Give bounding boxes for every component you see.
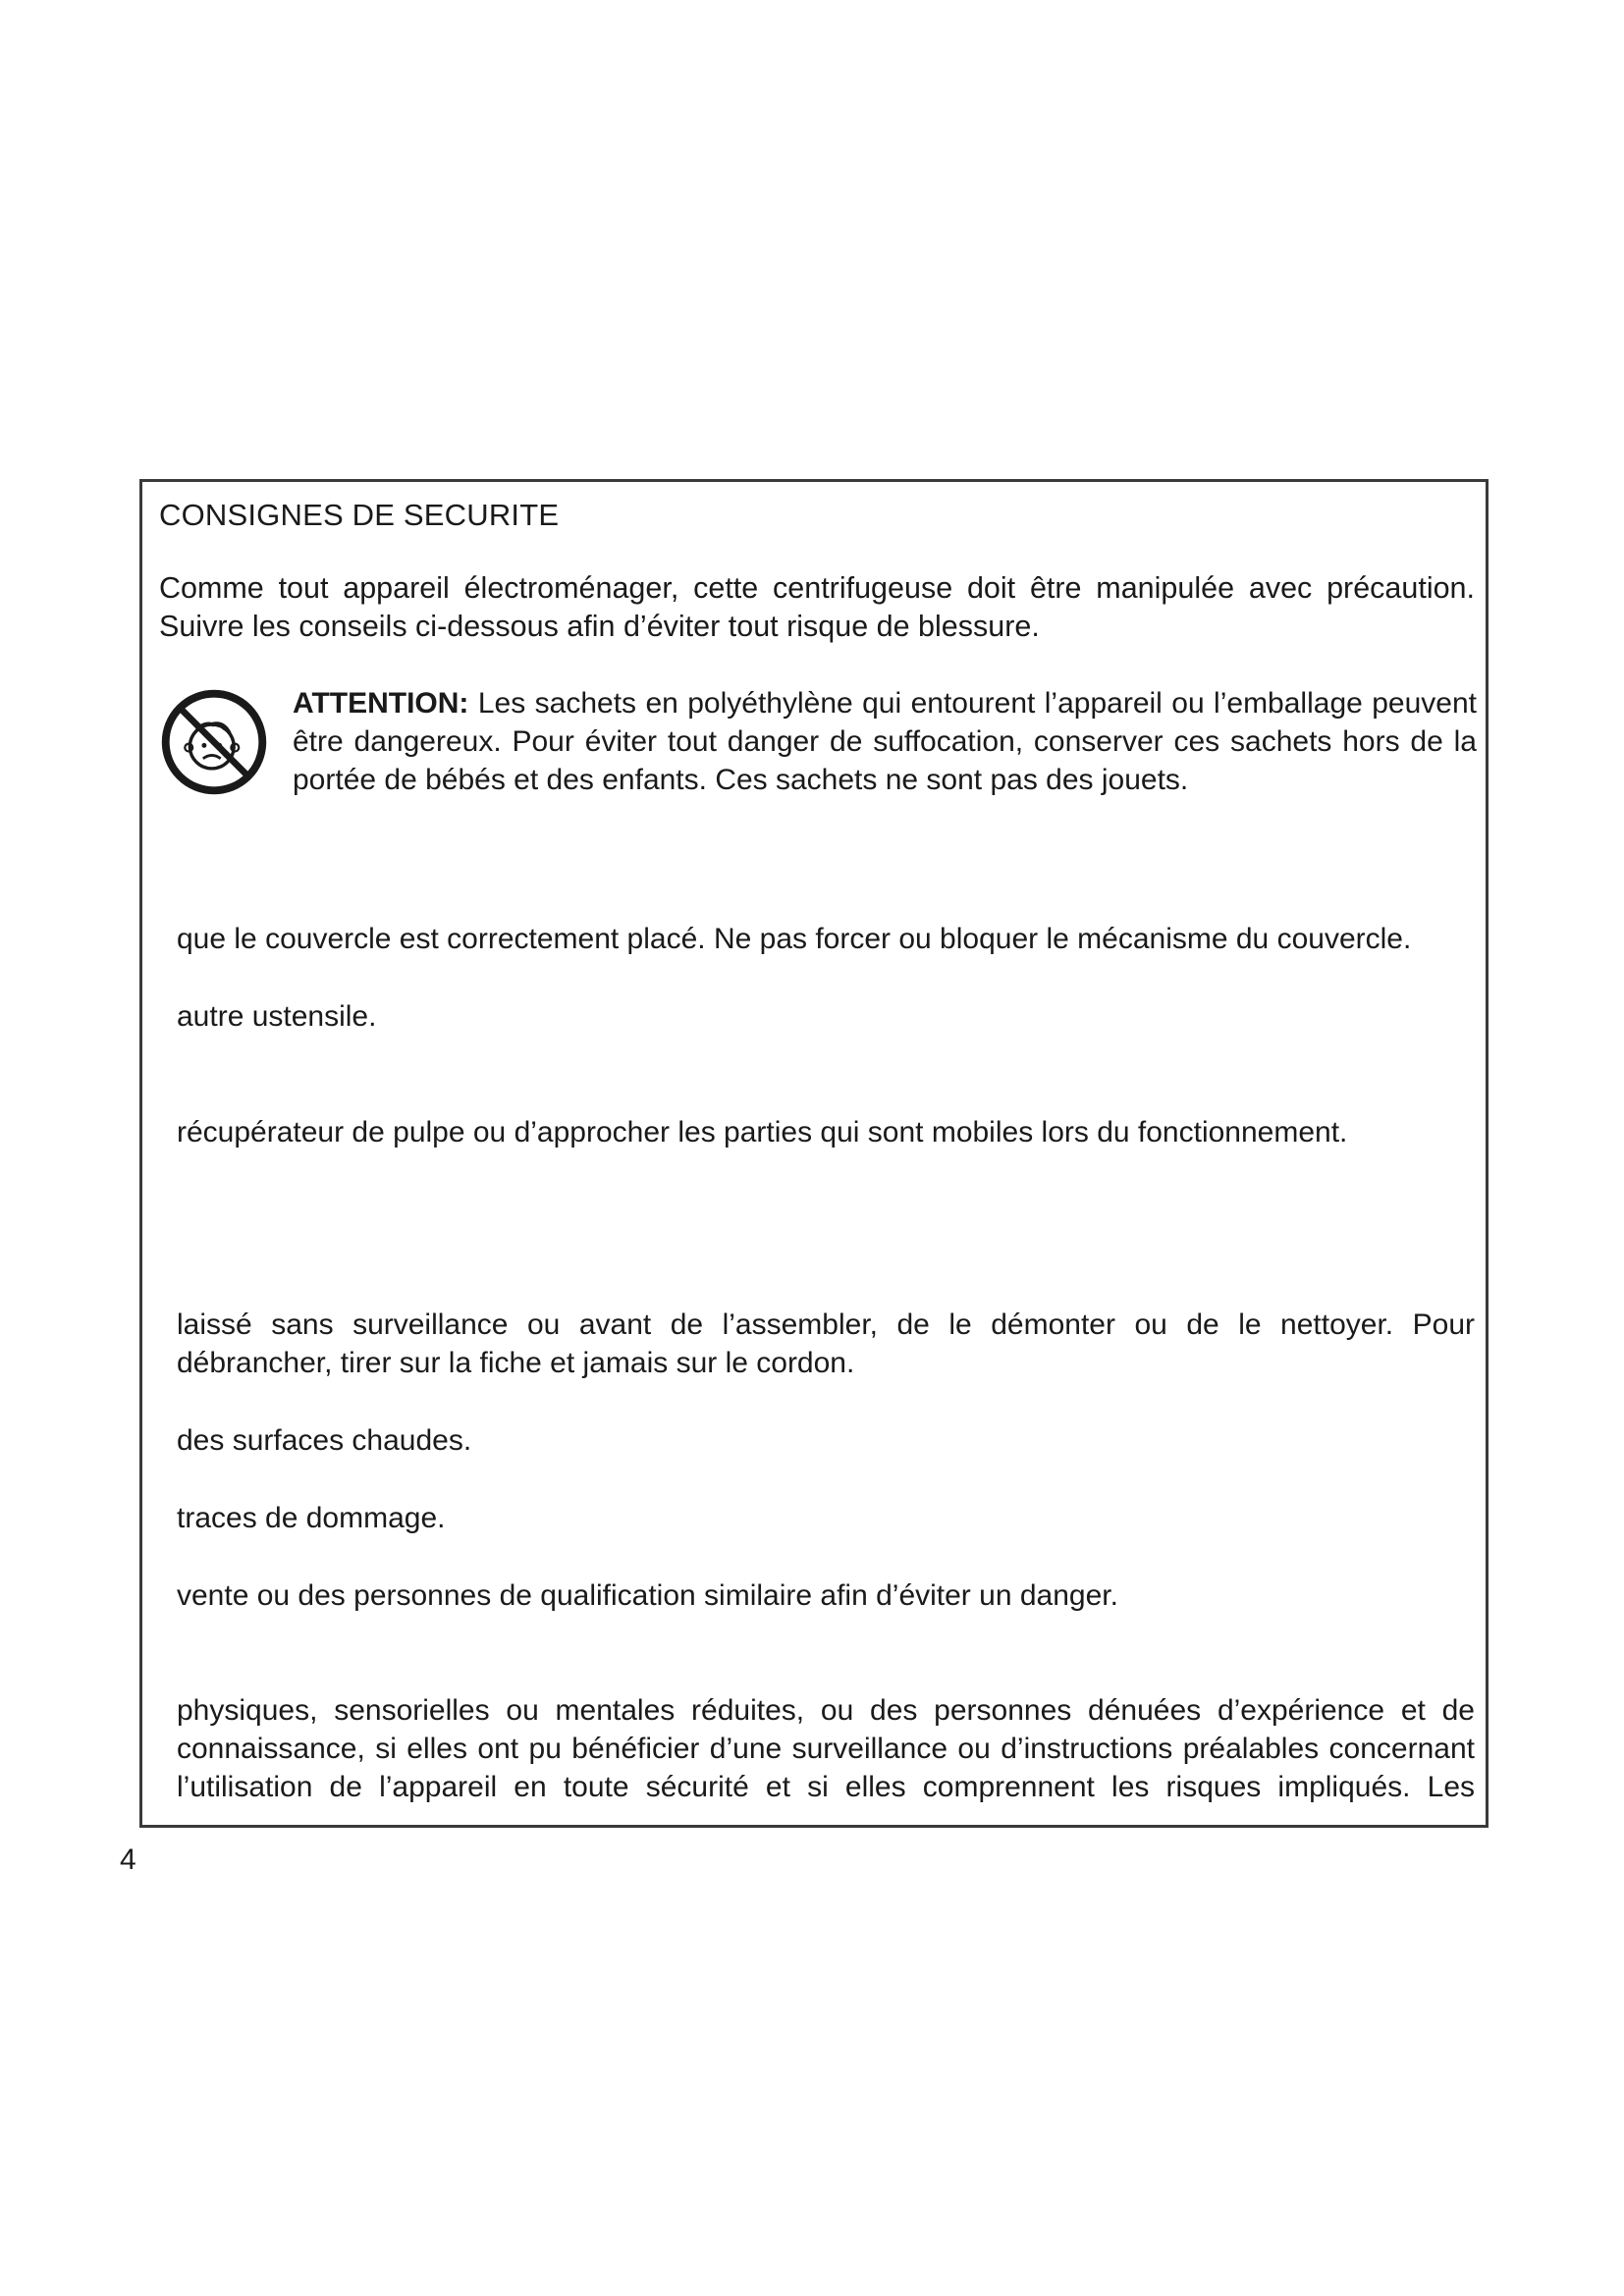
warning-label: ATTENTION: (293, 687, 469, 720)
safety-box (139, 479, 1489, 1828)
safety-item: des surfaces chaudes. (177, 1424, 472, 1457)
intro-paragraph: Comme tout appareil électroménager, cette centrifugeuse doit être manipulée avec précaution. Suivre les conseils ci-dessous afin d’éviter tout risque de blessure. (159, 571, 1475, 643)
section-title: CONSIGNES DE SECURITE (159, 498, 560, 532)
safety-item: récupérateur de pulpe ou d’approcher les parties qui sont mobiles lors du fonctionnement. (177, 1116, 1348, 1148)
safety-item: laissé sans surveillance ou avant de l’assembler, de le démonter ou de le nettoyer. Pour débrancher, tirer sur la fiche et jamais sur le cordon. (177, 1308, 1475, 1379)
safety-item: vente ou des personnes de qualification similaire afin d’éviter un danger. (177, 1579, 1118, 1612)
no-children-icon (159, 687, 269, 797)
warning-body: Les sachets en polyéthylène qui entourent l’appareil ou l’emballage peuvent être dangereux. Pour éviter tout danger de suffocation, conserver ces sachets hors de la portée de bébés et des enfants. Ces sachets ne sont pas des jouets. (293, 687, 1477, 796)
page-number: 4 (120, 1843, 136, 1876)
safety-item: traces de dommage. (177, 1502, 446, 1534)
safety-item: que le couvercle est correctement placé. Ne pas forcer ou bloquer le mécanisme du couvercle. (177, 923, 1412, 955)
safety-item: physiques, sensorielles ou mentales réduites, ou des personnes dénuées d’expérience et de connaissance, si elles ont pu bénéficier d’une surveillance ou d’instructions préalables concernant l’utilisation de l’appareil en toute sécurité et si elles comprennent les risques impliqués. Les (177, 1694, 1475, 1803)
safety-item: autre ustensile. (177, 1000, 377, 1033)
warning-paragraph (293, 684, 1477, 799)
